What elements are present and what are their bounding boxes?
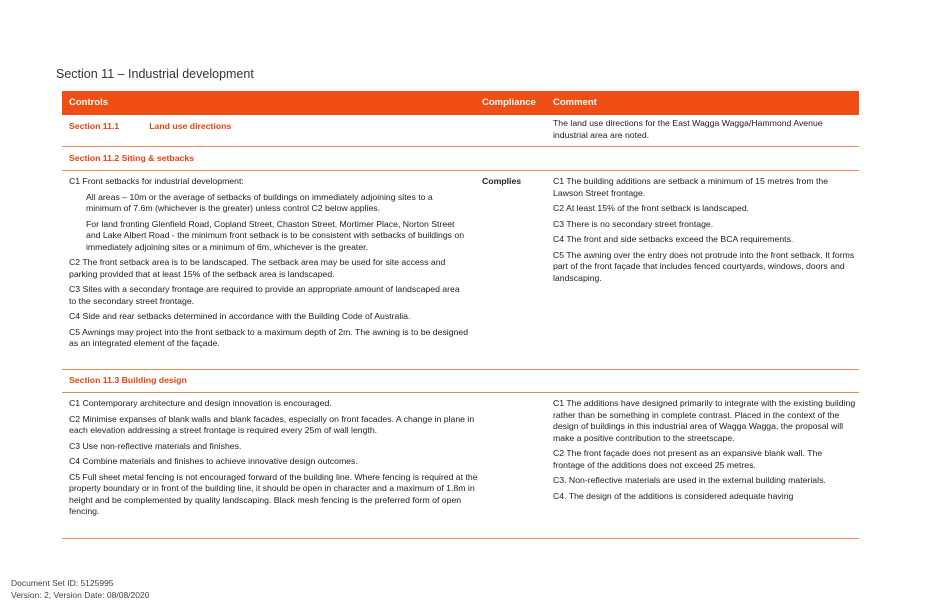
table-row-11-3-heading [62, 370, 859, 393]
control-item: C3 Sites with a secondary frontage are required to provide an appropriate amount of landscaped area to the secondary street frontage. [69, 284, 460, 306]
comment-item: C3 There is no secondary street frontage. [553, 218, 714, 229]
control-item: C2 Minimise expanses of blank walls and blank facades, especially on front facades. A change in plane in each elevation addressing a street frontage is required every 25m of wall length. [69, 413, 475, 435]
section-11-3-comments [553, 398, 856, 506]
comment-item: C5 The awning over the entry does not protrude into the front setback. It forms part of the front façade that includes fenced courtyards, windows, doors and landscaping. [553, 249, 855, 283]
control-item: C3 Use non-reflective materials and finishes. [69, 440, 242, 451]
comment-item: C2 At least 15% of the front setback is landscaped. [553, 203, 750, 213]
control-item: C4 Side and rear setbacks determined in accordance with the Building Code of Australia. [69, 311, 411, 321]
header-controls: Controls [69, 97, 109, 108]
comment-item: C4 The front and side setbacks exceed the BCA requirements. [553, 234, 794, 244]
section-11-2-compliance: Complies [482, 176, 522, 186]
table-header [62, 91, 859, 115]
control-item: For land fronting Glenfield Road, Copland Street, Chaston Street, Mortimer Place, Norton Street and Lake Albert Road - the minimum front setback is to be consistent with setbacks of buildings on immediately adjoining sites or a minimum of 6m, whichever is the greater. [86, 218, 465, 252]
control-item: C5 Full sheet metal fencing is not encouraged forward of the building line. Where fencing is required at the property boundary or in front of the building line, it should be open in character and a maximum of 1.8m in height and be complemented by quality landscaping. Black mesh fencing is the preferred form of open fencing. [69, 471, 478, 516]
header-comment: Comment [553, 97, 597, 108]
control-item: C2 The front setback area is to be landscaped. The setback area may be used for site access and parking provided that at least 15% of the setback area is landscaped. [69, 257, 446, 279]
comment-item: C4. The design of the additions is considered adequate having [553, 490, 794, 501]
section-11-1-comment: The land use directions for the East Wagga Wagga/Hammond Avenue industrial area are noted. [553, 118, 823, 140]
section-11-3-heading: Section 11.3 Building design [69, 375, 187, 385]
control-item: C5 Awnings may project into the front setback to a maximum depth of 2m. The awning is to be designed as an integrated element of the façade. [69, 326, 469, 348]
table-row-11-1 [62, 115, 859, 147]
comment-item: C2 The front façade does not present as an expansive blank wall. The frontage of the additions does not exceed 25 metres. [553, 448, 823, 470]
section-11-3-controls [69, 398, 479, 522]
controls-table [62, 91, 859, 539]
comment-item: C1 The building additions are setback a minimum of 15 metres from the Lawson Street frontage. [553, 176, 829, 198]
header-compliance: Compliance [482, 97, 536, 108]
section-11-2-controls [69, 176, 469, 354]
section-11-1-label [69, 121, 469, 133]
comment-item: C1 The additions have designed primarily to integrate with the existing building rather than be something in complete contrast. Placed in the context of the design of buildings in this industrial area of Wagga Wagga, the proposal will make a positive contribution to the streetscape. [553, 398, 856, 443]
section-11-1-title: Land use directions [149, 121, 232, 131]
control-item: C4 Combine materials and finishes to achieve innovative design outcomes. [69, 456, 358, 466]
control-item: C1 Front setbacks for industrial development: [69, 176, 244, 186]
control-item: All areas – 10m or the average of setbacks of buildings on immediately adjoining sites to a minimum of 7.6m (whichever is the greater) unless control C2 below applies. [86, 191, 433, 213]
comment-item: C3. Non-reflective materials are used in the external building materials. [553, 475, 826, 485]
section-11-2-heading: Section 11.2 Siting & setbacks [69, 153, 195, 163]
table-row-11-3-body [62, 393, 859, 539]
section-11-2-comments [553, 176, 856, 288]
section-title: Section 11 – Industrial development [56, 67, 254, 81]
version-info: Version: 2, Version Date: 08/08/2020 [11, 590, 150, 600]
table-row-11-2-heading [62, 147, 859, 171]
document-set-id: Document Set ID: 5125995 [11, 578, 114, 588]
control-item: C1 Contemporary architecture and design innovation is encouraged. [69, 398, 332, 408]
section-11-1-number: Section 11.1 [69, 121, 120, 131]
table-row-11-2-body [62, 171, 859, 370]
